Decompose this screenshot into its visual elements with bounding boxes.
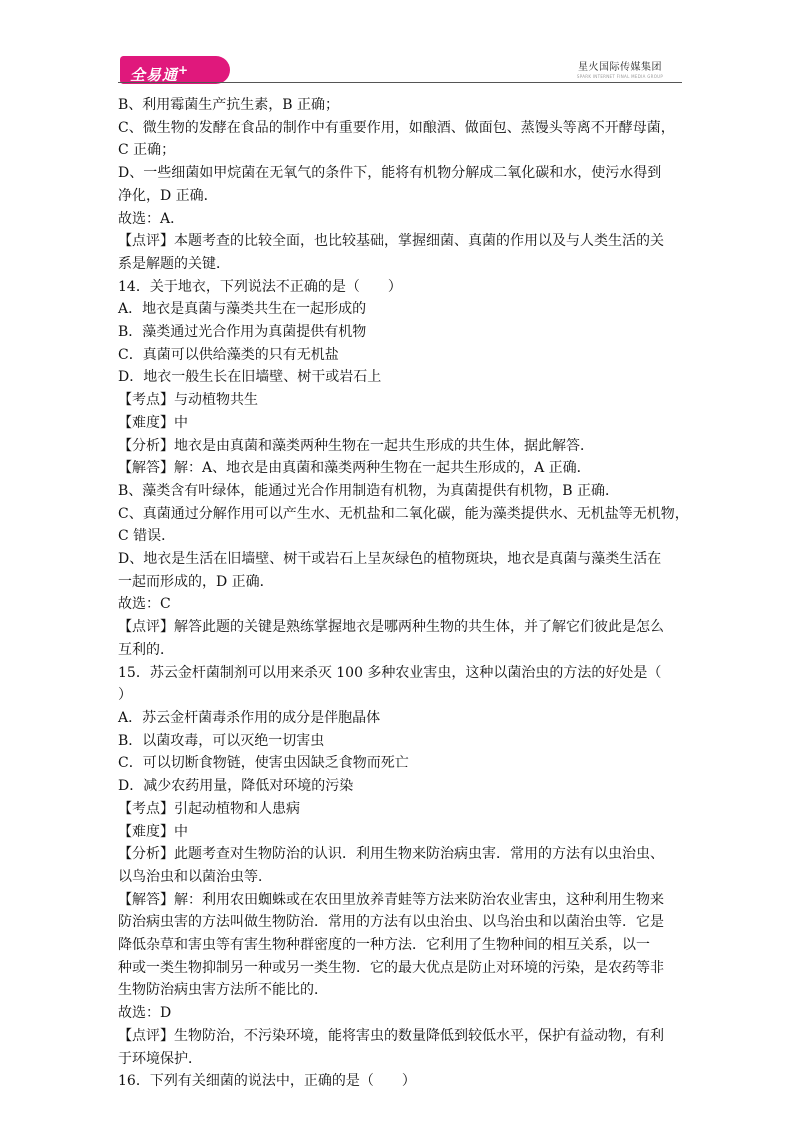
text-line: 【点评】生物防治，不污染环境，能将害虫的数量降低到较低水平，保护有益动物，有利 (118, 1027, 664, 1044)
text-line: 系是解题的关键． (118, 255, 230, 272)
publisher-name: 星火国际传媒集团 (578, 62, 662, 73)
text-line: D、一些细菌如甲烷菌在无氧气的条件下，能将有机物分解成二氧化碳和水，使污水得到 (118, 165, 662, 182)
text-line: C、微生物的发酵在食品的制作中有重要作用，如酿酒、做面包、蒸馒头等离不开酵母菌， (118, 119, 675, 136)
text-line: 【难度】中 (118, 823, 188, 840)
text-line: 【分析】地衣是由真菌和藻类两种生物在一起共生形成的共生体，据此解答． (118, 437, 594, 454)
text-line: 一起而形成的，D 正确． (118, 573, 274, 590)
text-line: B、藻类含有叶绿体，能通过光合作用制造有机物，为真菌提供有机物，B 正确． (118, 482, 620, 499)
text-line: 于环境保护． (118, 1050, 202, 1067)
text-line: A．苏云金杆菌毒杀作用的成分是伴胞晶体 (118, 709, 381, 726)
text-line: D．地衣一般生长在旧墙壁、树干或岩石上 (118, 369, 382, 386)
text-line: 故选：D (118, 1005, 172, 1022)
text-line: B．藻类通过光合作用为真菌提供有机物 (118, 324, 367, 341)
text-line: A．地衣是真菌与藻类共生在一起形成的 (118, 301, 367, 318)
text-line: 【考点】引起动植物和人患病 (118, 800, 300, 817)
text-line: 降低杂草和害虫等有害生物种群密度的一种方法．它利用了生物种间的相互关系，以一 (118, 937, 650, 954)
text-line: 故选：A． (118, 210, 185, 227)
text-line: 故选：C (118, 596, 171, 613)
document-body (118, 94, 690, 1093)
text-line: 【点评】解答此题的关键是熟练掌握地衣是哪两种生物的共生体，并了解它们彼此是怎么 (118, 619, 664, 636)
text-line: 防治病虫害的方法叫做生物防治．常用的方法有以虫治虫、以鸟治虫和以菌治虫等．它是 (118, 914, 664, 931)
logo-text: 全易通 (130, 66, 179, 84)
text-line: 生物防治病虫害方法所不能比的． (118, 982, 328, 999)
text-line: 【解答】解：利用农田蜘蛛或在农田里放养青蛙等方法来防治农业害虫，这种利用生物来 (118, 891, 664, 908)
text-line: B．以菌攻毒，可以灭绝一切害虫 (118, 732, 325, 749)
text-line: C、真菌通过分解作用可以产生水、无机盐和二氧化碳，能为藻类提供水、无机盐等无机物， (118, 505, 689, 522)
text-line: C 错误． (118, 528, 176, 545)
text-line: 【解答】解：A、地衣是由真菌和藻类两种生物在一起共生形成的，A 正确． (118, 460, 591, 477)
text-line: 【难度】中 (118, 414, 188, 431)
text-line: 16．下列有关细菌的说法中，正确的是（ ） (118, 1073, 416, 1090)
text-line: 种或一类生物抑制另一种或另一类生物．它的最大优点是防止对环境的污染，是农药等非 (118, 959, 664, 976)
text-line: C．可以切断食物链，使害虫因缺乏食物而死亡 (118, 755, 409, 772)
text-line: B、利用霉菌生产抗生素，B 正确； (118, 97, 340, 113)
text-line: C．真菌可以供给藻类的只有无机盐 (118, 346, 339, 363)
page-header (0, 0, 800, 90)
text-line: 【分析】此题考查对生物防治的认识．利用生物来防治病虫害．常用的方法有以虫治虫、 (118, 846, 664, 863)
publisher-subtitle: SPARK INTERNET FINAL MEDIA GROUP (576, 74, 664, 79)
text-line: C 正确； (118, 142, 176, 159)
text-line: 【点评】本题考查的比较全面，也比较基础，掌握细菌、真菌的作用以及与人类生活的关 (118, 233, 664, 250)
text-line: D、地衣是生活在旧墙壁、树干或岩石上呈灰绿色的植物斑块，地衣是真菌与藻类生活在 (118, 551, 662, 568)
text-line: 15．苏云金杆菌制剂可以用来杀灭 100 多种农业害虫，这种以菌治虫的方法的好处是（ (118, 664, 662, 681)
text-line: 互利的． (118, 641, 174, 658)
brand-logo (120, 56, 230, 84)
text-line: 14．关于地衣，下列说法不正确的是（ ） (118, 278, 402, 295)
text-line: 以鸟治虫和以菌治虫等． (118, 868, 272, 885)
publisher-brand (560, 58, 680, 79)
header-divider (118, 82, 682, 83)
text-line: D．减少农药用量，降低对环境的污染 (118, 778, 354, 795)
text-line: ） (118, 687, 132, 704)
logo-plus: + (178, 63, 190, 77)
text-line: 【考点】与动植物共生 (118, 392, 258, 409)
text-line: 净化，D 正确． (118, 187, 218, 204)
